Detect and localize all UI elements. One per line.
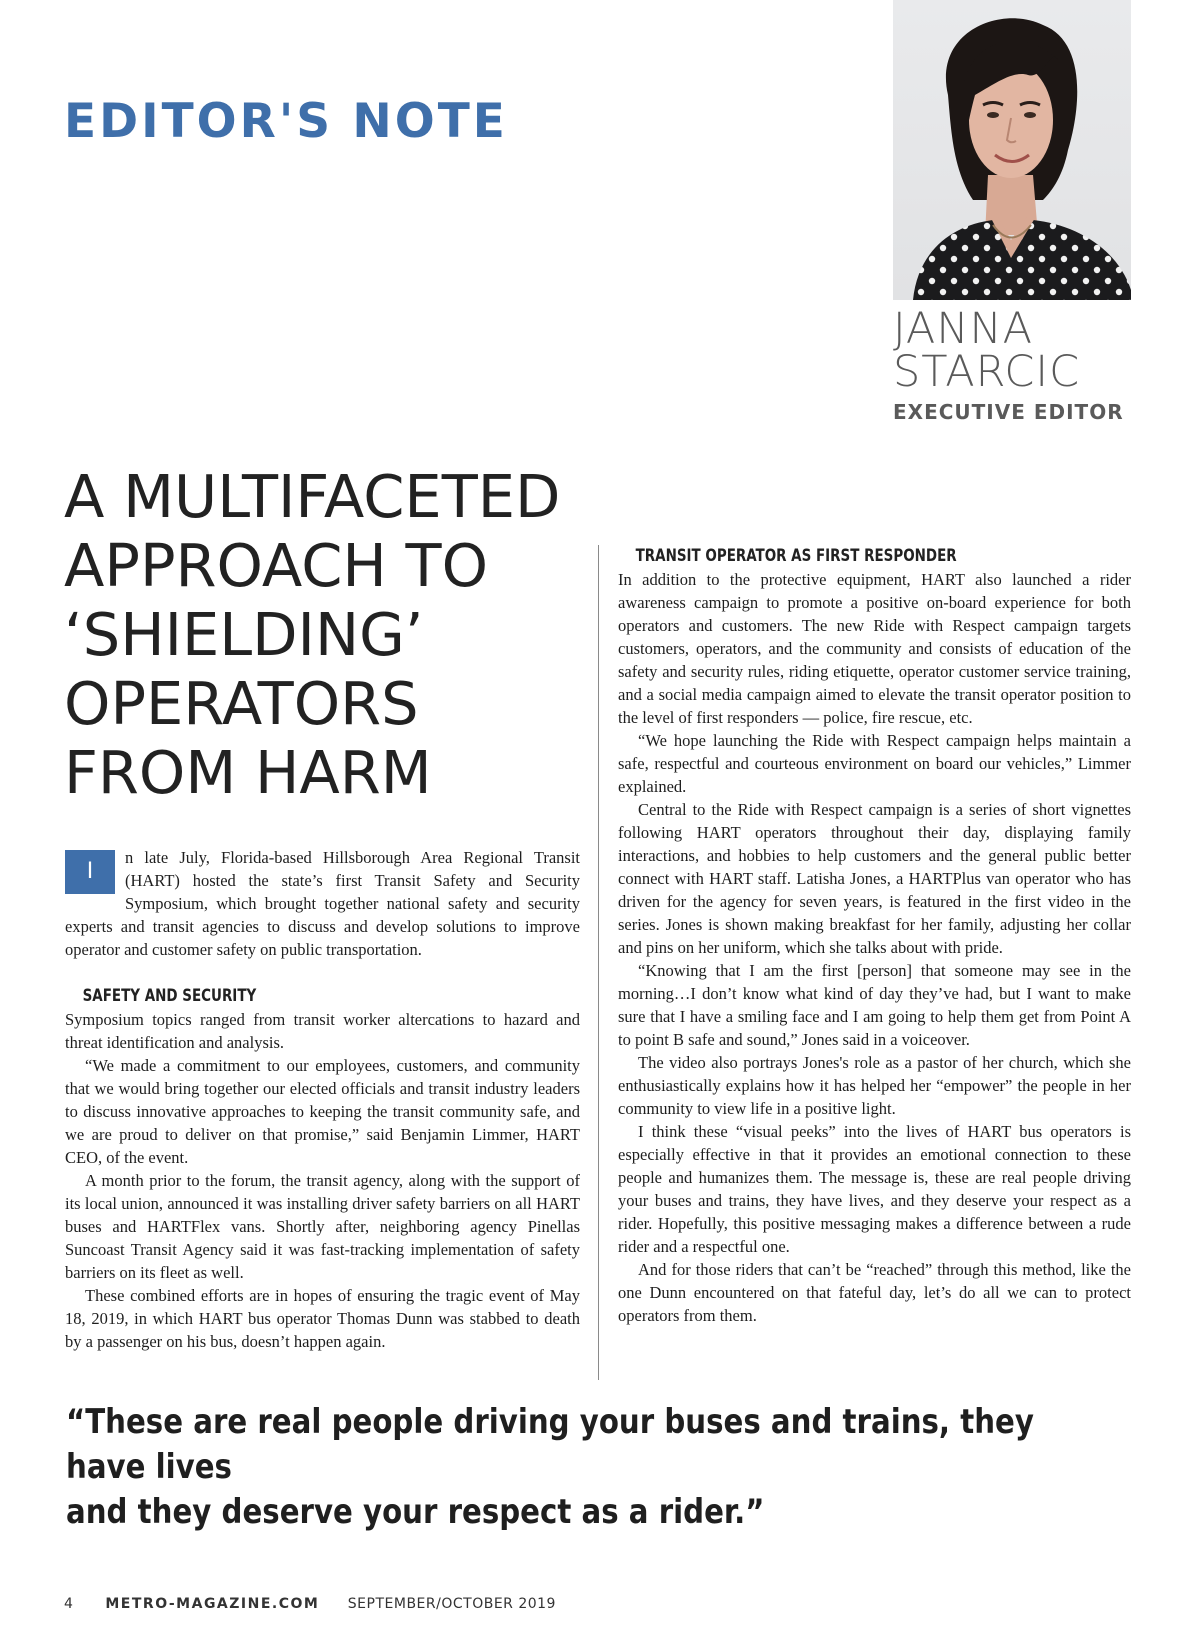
portrait-photo-icon	[893, 0, 1131, 300]
site-link[interactable]: METRO-MAGAZINE.COM	[105, 1596, 320, 1612]
intro-paragraph	[65, 846, 580, 961]
article-headline	[64, 462, 584, 807]
body-paragraph: “Knowing that I am the first [person] that someone may see in the morning…I don’t know what kind of day they’ve had, but I want to make sure that I have a smiling face and I am going to help them get from Point A to point B safe and sound,” Jones said in a voiceover.	[618, 961, 1131, 1049]
pull-quote	[66, 1400, 1115, 1535]
page-footer	[64, 1596, 556, 1612]
left-column	[65, 846, 580, 1353]
body-paragraph: A month prior to the forum, the transit agency, along with the support of its local union, announced it was installing driver safety barriers on all HART buses and HARTFlex vans. Shortly after, neighboring agency Pinellas Suncoast Transit Agency said it was fast-tracking implementation of safety barriers on its fleet as well.	[65, 1171, 580, 1282]
headline-line: APPROACH TO	[64, 531, 489, 600]
section-label: EDITOR'S NOTE	[64, 94, 508, 149]
editor-title: EXECUTIVE EDITOR	[893, 400, 1124, 424]
headline-line: A MULTIFACETED	[64, 462, 561, 531]
headline-line: ‘SHIELDING’	[64, 600, 424, 669]
pull-quote-line: “These are real people driving your buses and trains, they have lives	[66, 1402, 1034, 1487]
column-divider	[598, 545, 599, 1380]
body-paragraph: Symposium topics ranged from transit worker altercations to hazard and threat identification and analysis.	[65, 1010, 580, 1052]
section-heading-safety: SAFETY AND SECURITY	[82, 986, 257, 1006]
issue-date: SEPTEMBER/OCTOBER 2019	[347, 1596, 556, 1612]
body-paragraph: Central to the Ride with Respect campaign is a series of short vignettes following HART operators throughout their day, displaying family interactions, and hobbies to help customers and the general public better connect with HART staff. Latisha Jones, a HARTPlus van operator who has driven for the agency for seven years, is featured in the first video in the series. Jones is shown making breakfast for her family, adjusting her collar and pins on her uniform, which she talks about with pride.	[618, 800, 1131, 957]
body-paragraph: The video also portrays Jones's role as a pastor of her church, which she enthusiastically explains how it has helped her “empower” the people in her community to view life in a positive light.	[618, 1053, 1131, 1118]
pull-quote-line: and they deserve your respect as a rider.”	[66, 1492, 765, 1532]
body-paragraph: “We hope launching the Ride with Respect campaign helps maintain a safe, respectful and courteous environment on board our vehicles,” Limmer explained.	[618, 731, 1131, 796]
intro-text: n late July, Florida-based Hillsborough Area Regional Transit (HART) hosted the state’s first Transit Safety and Security Symposium, which brought together national safety and security experts and transit agencies to discuss and develop solutions to improve operator and customer safety on public transportation.	[65, 848, 580, 959]
section-heading-first-responder: TRANSIT OPERATOR AS FIRST RESPONDER	[635, 546, 957, 566]
body-paragraph: I think these “visual peeks” into the lives of HART bus operators is especially effective in that it provides an emotional connection to these people and humanizes them. The message is, these are real people driving your buses and trains, they have lives, and they deserve your respect as a rider. Hopefully, this positive messaging makes a difference between a rude rider and a respectful one.	[618, 1122, 1131, 1256]
body-paragraph: And for those riders that can’t be “reached” through this method, like the one Dunn encountered on that fateful day, let’s do all we can to protect operators from them.	[618, 1260, 1131, 1325]
editor-last-name: STARCIC	[893, 347, 1081, 397]
body-paragraph: These combined efforts are in hopes of ensuring the tragic event of May 18, 2019, in which HART bus operator Thomas Dunn was stabbed to death by a passenger on his bus, doesn’t happen again.	[65, 1286, 580, 1351]
headline-line: FROM HARM	[64, 738, 432, 807]
drop-cap: I	[65, 850, 115, 894]
page-number: 4	[64, 1596, 73, 1612]
editor-first-name: JANNA	[893, 304, 1034, 354]
right-column	[618, 545, 1131, 1327]
body-paragraph: “We made a commitment to our employees, customers, and community that we would bring together our elected officials and transit industry leaders to discuss innovative approaches to keeping the transit community safe, and we are proud to deliver on that promise,” said Benjamin Limmer, HART CEO, of the event.	[65, 1056, 580, 1167]
editor-photo	[893, 0, 1131, 300]
headline-line: OPERATORS	[64, 669, 419, 738]
body-paragraph: In addition to the protective equipment, HART also launched a rider awareness campaign to promote a positive on-board experience for both operators and customers. The new Ride with Respect campaign targets customers, operators, and the community and consists of education of the safety and security rules, riding etiquette, operator customer service training, and a social media campaign aimed to elevate the transit operator position to the level of first responders — police, fire rescue, etc.	[618, 570, 1131, 727]
editor-name	[893, 304, 1193, 397]
